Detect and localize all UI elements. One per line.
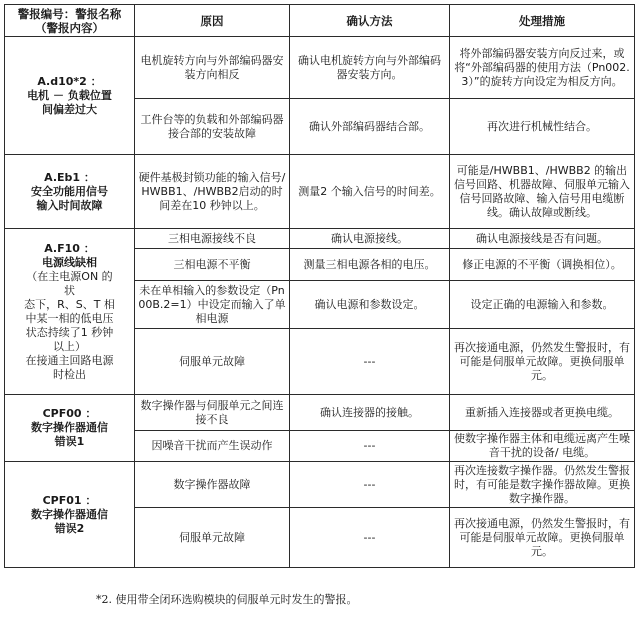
action-cell: 修正电源的不平衡（调换相位）。 [450, 249, 635, 281]
alarm-code-cell [5, 155, 135, 229]
alarm-code-line: A.d10*2 ： [37, 74, 102, 88]
footnote: *2. 使用带全闭环选购模块的伺服单元时发生的警报。 [96, 593, 358, 606]
cause-cell: 伺服单元故障 [135, 508, 290, 568]
action-cell: 可能是/HWBB1、/HWBB2 的输出信号回路、机器故障、伺服单元输入信号回路故障、输入信号用电缆断线。确认故障或断线。 [450, 155, 635, 229]
alarm-code-cell [5, 395, 135, 462]
alarm-code-line: 电源线缺相 [42, 255, 97, 269]
cause-cell: 伺服单元故障 [135, 329, 290, 395]
table-row [5, 155, 635, 229]
alarm-note-line: 态下，R、S、T 相 [24, 297, 115, 311]
action-cell: 重新插入连接器或者更换电缆。 [450, 395, 635, 431]
check-cell: --- [290, 462, 450, 508]
check-cell: 确认电源和参数设定。 [290, 281, 450, 329]
action-cell: 再次接通电源，仍然发生警报时，有可能是伺服单元故障。更换伺服单元。 [450, 329, 635, 395]
action-cell: 将外部编码器安装方向反过来，或将“外部编码器的使用方法（Pn002.3）”的旋转方向设定为相反方向。 [450, 37, 635, 99]
header-check-method: 确认方法 [290, 5, 450, 37]
action-cell: 设定正确的电源输入和参数。 [450, 281, 635, 329]
action-cell: 再次接通电源，仍然发生警报时，有可能是伺服单元故障。更换伺服单元。 [450, 508, 635, 568]
alarm-code-line: 电机 － 负载位置 [27, 88, 112, 102]
check-cell: --- [290, 329, 450, 395]
table-row [5, 462, 635, 508]
cause-cell: 数字操作器故障 [135, 462, 290, 508]
alarm-note-line: 状 [64, 283, 75, 297]
check-cell: 确认外部编码器结合部。 [290, 99, 450, 155]
alarm-code-line: 数字操作器通信 [31, 421, 108, 434]
check-cell: --- [290, 508, 450, 568]
table-row [5, 229, 635, 249]
alarm-code-line: 间偏差过大 [42, 102, 97, 116]
check-cell: 确认电源接线。 [290, 229, 450, 249]
cause-cell: 三相电源接线不良 [135, 229, 290, 249]
table-row [5, 395, 635, 431]
cause-cell: 因噪音干扰而产生误动作 [135, 431, 290, 462]
alarm-code-line: CPF01 ： [42, 493, 97, 507]
header-row [5, 5, 635, 37]
alarm-table [4, 4, 635, 568]
table-row [5, 37, 635, 99]
cause-cell: 工件台等的负载和外部编码器接合部的安装故障 [135, 99, 290, 155]
cause-cell: 电机旋转方向与外部编码器安装方向相反 [135, 37, 290, 99]
action-cell: 再次连接数字操作器。仍然发生警报时，有可能是数字操作器故障。更换数字操作器。 [450, 462, 635, 508]
cause-cell: 未在单相输入的参数设定（Pn00B.2=1）中设定而输入了单相电源 [135, 281, 290, 329]
alarm-code-line: 错误2 [54, 521, 85, 535]
alarm-note-line: 中某一相的低电压 [25, 311, 114, 325]
alarm-note-line: 状态持续了1 秒钟 [25, 325, 114, 339]
alarm-code-line: 输入时间故障 [36, 198, 103, 212]
alarm-note-line: （在主电源ON 的 [26, 269, 113, 283]
cause-cell: 数字操作器与伺服单元之间连接不良 [135, 395, 290, 431]
alarm-note-line: 以上） [53, 339, 86, 353]
alarm-code-line: A.Eb1 ： [44, 170, 95, 184]
check-cell: 确认电机旋转方向与外部编码器安装方向。 [290, 37, 450, 99]
check-cell: --- [290, 431, 450, 462]
alarm-code-line: CPF00 ： [42, 407, 97, 420]
alarm-code-line: 安全功能用信号 [31, 184, 108, 198]
alarm-note-line: 时检出 [53, 367, 86, 381]
header-action: 处理措施 [450, 5, 635, 37]
alarm-code-cell [5, 462, 135, 568]
alarm-code-cell [5, 37, 135, 155]
alarm-code-cell [5, 229, 135, 395]
action-cell: 确认电源接线是否有问题。 [450, 229, 635, 249]
alarm-table-body [5, 37, 635, 568]
action-cell: 再次进行机械性结合。 [450, 99, 635, 155]
cause-cell: 三相电源不平衡 [135, 249, 290, 281]
check-cell: 测量2 个输入信号的时间差。 [290, 155, 450, 229]
cause-cell: 硬件基极封锁功能的输入信号/HWBB1、/HWBB2启动的时间差在10 秒钟以上。 [135, 155, 290, 229]
check-cell: 确认连接器的接触。 [290, 395, 450, 431]
alarm-note-line: 在接通主回路电源 [25, 353, 114, 367]
header-cause: 原因 [135, 5, 290, 37]
check-cell: 测量三相电源各相的电压。 [290, 249, 450, 281]
alarm-table-container [4, 4, 635, 568]
alarm-code-line: 错误1 [54, 435, 85, 448]
action-cell: 使数字操作器主体和电缆远离产生噪音干扰的设备/ 电缆。 [450, 431, 635, 462]
alarm-code-line: 数字操作器通信 [31, 507, 108, 521]
alarm-code-line: A.F10 ： [44, 241, 95, 255]
header-alarm-code: 警报编号：警报名称（警报内容） [5, 5, 135, 37]
